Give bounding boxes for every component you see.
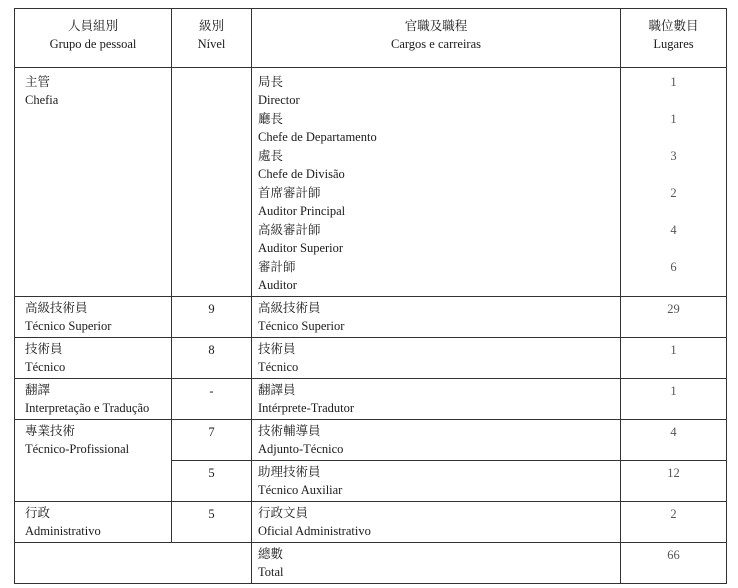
total-count-cell: 66 (621, 543, 727, 584)
career-cell: 高級技術員 Técnico Superior (252, 297, 621, 338)
career-item: 廳長 Chefe de Departamento (258, 112, 377, 144)
header-posts: 職位數目 Lugares (621, 9, 727, 68)
total-empty-cell (172, 543, 252, 584)
level-cell: - (172, 379, 252, 420)
posts-cell: 4 (621, 420, 727, 461)
career-cell: 技術員 Técnico (252, 338, 621, 379)
career-item: 審計師 Auditor (258, 260, 297, 292)
header-career: 官職及職程 Cargos e carreiras (252, 9, 621, 68)
career-cell: 技術輔導員 Adjunto-Técnico (252, 420, 621, 461)
header-group: 人員組別 Grupo de pessoal (15, 9, 172, 68)
posts-cell: 1 (621, 379, 727, 420)
level-cell: 5 (172, 502, 252, 543)
level-cell: 5 (172, 461, 252, 502)
total-label-cell: 總數 Total (252, 543, 621, 584)
posts-cell: 1 1 3 2 4 6 (621, 68, 727, 297)
header-row (15, 9, 727, 68)
table-row-tecnico (15, 338, 727, 379)
career-item: 首席審計師 Auditor Principal (258, 186, 346, 218)
group-cell: 高級技術員 Técnico Superior (15, 297, 172, 338)
group-cell: 翻譯 Interpretação e Tradução (15, 379, 172, 420)
table-row-profissional (15, 420, 727, 461)
group-cell: 技術員 Técnico (15, 338, 172, 379)
career-item: 處長 Chefe de Divisão (258, 149, 345, 181)
level-cell: 8 (172, 338, 252, 379)
group-cell: 專業技術 Técnico-Profissional (15, 420, 172, 502)
staff-table (14, 8, 727, 584)
career-cell: 翻譯員 Intérprete-Tradutor (252, 379, 621, 420)
table-row-total (15, 543, 727, 584)
level-cell: 9 (172, 297, 252, 338)
header-level: 級別 Nível (172, 9, 252, 68)
level-cell: 7 (172, 420, 252, 461)
level-cell (172, 68, 252, 297)
total-empty-cell (15, 543, 172, 584)
career-cell: 行政文員 Oficial Administrativo (252, 502, 621, 543)
posts-cell: 2 (621, 502, 727, 543)
posts-cell: 12 (621, 461, 727, 502)
posts-cell: 29 (621, 297, 727, 338)
career-cell (252, 68, 621, 297)
table-row-tecnico-superior (15, 297, 727, 338)
table-row-chefia (15, 68, 727, 297)
table-row-traducao (15, 379, 727, 420)
group-cell: 主管 Chefia (15, 68, 172, 297)
career-item: 高級審計師 Auditor Superior (258, 223, 344, 255)
career-cell: 助理技術員 Técnico Auxiliar (252, 461, 621, 502)
career-item: 局長 Director (258, 75, 300, 107)
group-cell: 行政 Administrativo (15, 502, 172, 543)
posts-cell: 1 (621, 338, 727, 379)
table-row-administrativo (15, 502, 727, 543)
